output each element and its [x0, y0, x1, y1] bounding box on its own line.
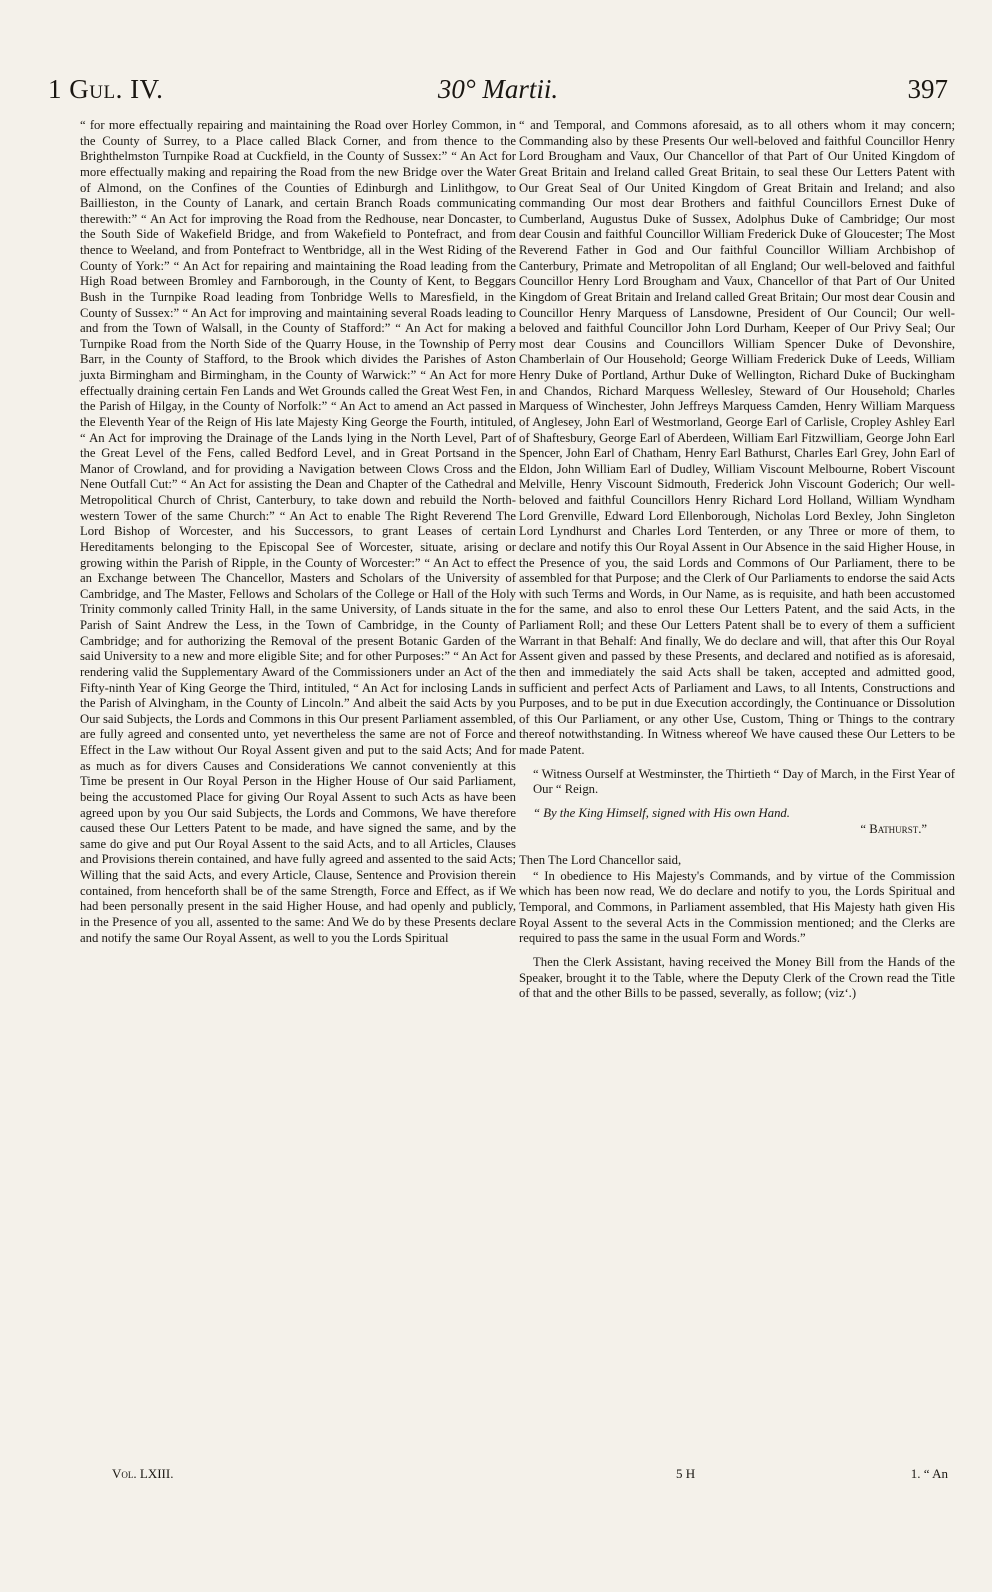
signature-mark: 5 H — [676, 1466, 696, 1481]
page-footer — [80, 1466, 948, 1486]
volume-number: Vol. LXIII. — [112, 1466, 174, 1481]
signature-bathurst: “ Bathurst.” — [860, 821, 927, 836]
right-column — [519, 118, 955, 1002]
left-column — [80, 118, 516, 946]
chancellor-said: Then The Lord Chancellor said, — [519, 853, 682, 868]
clerk-assistant-paragraph: Then the Clerk Assistant, having received the Money Bill from the Hands of the Speaker, brought it to the Table, where the Deputy Clerk of the Crown read the Title of that and the other Bills to be passed, severally, as follow; (viz‘.) — [519, 954, 955, 1001]
catchword: 1. “ An — [910, 1466, 948, 1481]
letters-patent-continuation: “ and Temporal, and Commons aforesaid, as to all others whom it may concern; Commanding also by these Presents Our well-beloved and faithful Councillor Henry Lord Brougham and Vaux, Our Chancellor of that Part of Our United Kingdom of Great Britain and Ireland called Great Britain, to seal these Our Letters Patent with Our Great Seal of Our United Kingdom of Great Britain and Ireland; and also commanding Our most dear Brothers and faithful Councillors Ernest Duke of Cumberland, Augustus Duke of Sussex, Adolphus Duke of Cambridge; Our most dear Cousin and faithful Councillor William Frederick Duke of Gloucester; The Most Reverend Father in God and Our faithful Councillor William Archbishop of Canterbury, Primate and Metropolitan of all England; Our well-beloved and faithful Councillor Henry Lord Brougham and Vaux, Chancellor of that Part of Our United Kingdom of Great Britain and Ireland called Great Britain; Our most dear Cousin and Councillor Henry Marquess of Lansdowne, President of Our Council; Our well-beloved and faithful Councillor John Lord Durham, Keeper of Our Privy Seal; Our most dear Cousins and Councillors William Spencer Duke of Devonshire, Chamberlain of Our Household; George William Frederick Duke of Leeds, William Henry Duke of Portland, Arthur Duke of Wellington, Richard Duke of Buckingham and Chandos, Richard Marquess Wellesley, Steward of Our Household; Charles Marquess of Winchester, John Jeffreys Marquess Camden, Henry William Marquess of Anglesey, John Earl of Westmorland, George Earl of Carlisle, Cropley Ashley Earl of Shaftesbury, George Earl of Aberdeen, William Earl Fitzwilliam, George John Earl Spencer, John Earl of Chatham, Henry Earl Bathurst, Charles Earl Grey, John Earl of Eldon, John William Earl of Dudley, William Viscount Melbourne, Robert Viscount Melville, Henry Viscount Sidmouth, Frederick John Viscount Goderich; Our well-beloved and faithful Councillors Henry Richard Lord Holland, William Wyndham Lord Grenville, Edward Lord Ellenborough, Nicholas Lord Bexley, John Singleton Lord Lyndhurst and Charles Lord Tenterden, or any Three or more of them, to declare and notify this Our Royal Assent in Our Absence in the said Higher House, in the Presence of you, the said Lords and Commons of Our Parliament, there to be assembled for that Purpose; and the Clerk of Our Parliaments to endorse the said Acts with such Terms and Words, in Our Name, as is requisite, and hath been accustomed for the same, and also to enrol these Our Letters Patent, and the said Acts, in the Parliament Roll; and these Our Letters Patent shall be to every of them a sufficient Warrant in that Behalf: And finally, We do declare and will, that after this Our Royal Assent given and passed by these Presents, and declared and notified as is aforesaid, then and immediately the said Acts shall be taken, accepted and admitted good, sufficient and perfect Acts of Parliament and Laws, to all Intents, Constructions and Purposes, and to be put in due Execution accordingly, the Continuance or Dissolution of this Our Parliament, or any other Use, Custom, Thing or Things to the contrary thereof notwithstanding. In Witness whereof We have caused these Our Letters to be made Patent. — [519, 118, 955, 757]
page-number: 397 — [907, 74, 948, 104]
page-header — [48, 72, 948, 112]
left-column-text: “ for more effectually repairing and maintaining the Road over Horley Common, in the County of Surrey, to a Place called Black Corner, and from thence to the Brighthelmston Turnpike Road at Cuckfield, in the County of Sussex:” “ An Act for more effectually making and repairing the Road from the new Bridge over the Water of Almond, on the Confines of the Counties of Edinburgh and Linlithgow, to Baillieston, in the County of Lanark, and certain Branch Roads communicating therewith:” “ An Act for improving the Road from the Redhouse, near Doncaster, to the South Side of Wakefield Bridge, and from Wakefield to Pontefract, and from thence to Weeland, and from Pontefract to Wentbridge, all in the West Riding of the County of York:” “ An Act for repairing and maintaining the Road leading from the High Road between Bromley and Farnborough, in the County of Kent, to Beggars Bush in the Turnpike Road leading from Tonbridge Wells to Maresfield, in the County of Sussex:” “ An Act for improving and maintaining several Roads leading to and from the Town of Walsall, in the County of Stafford:” “ An Act for making a Turnpike Road from the North Side of the Quarry House, in the Township of Perry Barr, in the County of Stafford, to the Brook which divides the Parishes of Aston juxta Birmingham and Birmingham, in the County of Warwick:” “ An Act for more effectually draining certain Fen Lands and Wet Grounds called the Great West Fen, in the Parish of Hilgay, in the County of Norfolk:” “ An Act to amend an Act passed in the Eleventh Year of the Reign of His late Majesty King George the Fourth, intituled, “ An Act for improving the Drainage of the Lands lying in the North Level, Part of the Great Level of the Fens, called Bedford Level, and in Great Portsand in the Manor of Crowland, and for providing a Navigation between Clows Cross and the Nene Outfall Cut:” “ An Act for assisting the Dean and Chapter of the Cathedral and Metropolitical Church of Christ, Canterbury, to take down and rebuild the North-western Tower of the same Church:” “ An Act to enable The Right Reverend The Lord Bishop of Worcester, and his Successors, to grant Leases of certain Hereditaments belonging to the Episcopal See of Worcester, situate, arising or growing within the Parish of Ripple, in the County of Worcester:” “ An Act to effect an Exchange between The Chancellor, Masters and Scholars of the University of Cambridge, and The Master, Fellows and Scholars of the College or Hall of the Holy Trinity commonly called Trinity Hall, in the same University, of Lands situate in the Parish of Saint Andrew the Less, in the Town of Cambridge, in the County of Cambridge; and for authorizing the Removal of the present Botanic Garden of the said University to a new and more eligible Site; and for other Purposes:” “ An Act for rendering valid the Supplementary Award of the Commissioners under an Act of the Fifty-ninth Year of King George the Third, intituled, “ An Act for inclosing Lands in the Parish of Alvingham, in the County of Lincoln.” And albeit the said Acts by you Our said Subjects, the Lords and Commons in this Our present Parliament assembled, are fully agreed and consented unto, yet nevertheless the same are not of Force and Effect in the Law without Our Royal Assent given and put to the said Acts; And for as much as for divers Causes and Considerations We cannot conveniently at this Time be present in Our Royal Person in the Higher House of Our said Parliament, being the accustomed Place for giving Our Royal Assent to such Acts as have been agreed upon by you Our said Subjects, the Lords and Commons, We have therefore caused these Our Letters Patent to be made, and have signed the same, and by the same do give and put Our Royal Assent to the said Acts, and to all Articles, Clauses and Provisions therein contained, and have fully agreed and assented to the said Acts; Willing that the said Acts, and every Article, Clause, Sentence and Provision therein contained, from henceforth shall be of the same Strength, Force and Effect, as if We had been personally present in the said Higher House, and had openly and publicly, in the Presence of you all, assented to the same: And We do by these Presents declare and notify the same Our Royal Assent, as well to you the Lords Spiritual — [80, 118, 516, 945]
chancellor-speech: “ In obedience to His Majesty's Commands, and by virtue of the Commission which has been now read, We do declare and notify to you, the Lords Spiritual and Temporal, and Commons, in Parliament assembled, that His Majesty hath given His Royal Assent to the several Acts in the Commission mentioned; and the Clerks are required to pass the same in the usual Form and Words.” — [519, 868, 955, 946]
witness-clause: “ Witness Ourself at Westminster, the Thirtieth “ Day of March, in the First Year of Our “ Reign. — [533, 766, 955, 797]
regnal-year: 1 Gul. IV. — [48, 74, 164, 104]
signed-clause: “ By the King Himself, signed with His own Hand. — [533, 805, 790, 820]
page-date: 30° Martii. — [437, 74, 559, 104]
